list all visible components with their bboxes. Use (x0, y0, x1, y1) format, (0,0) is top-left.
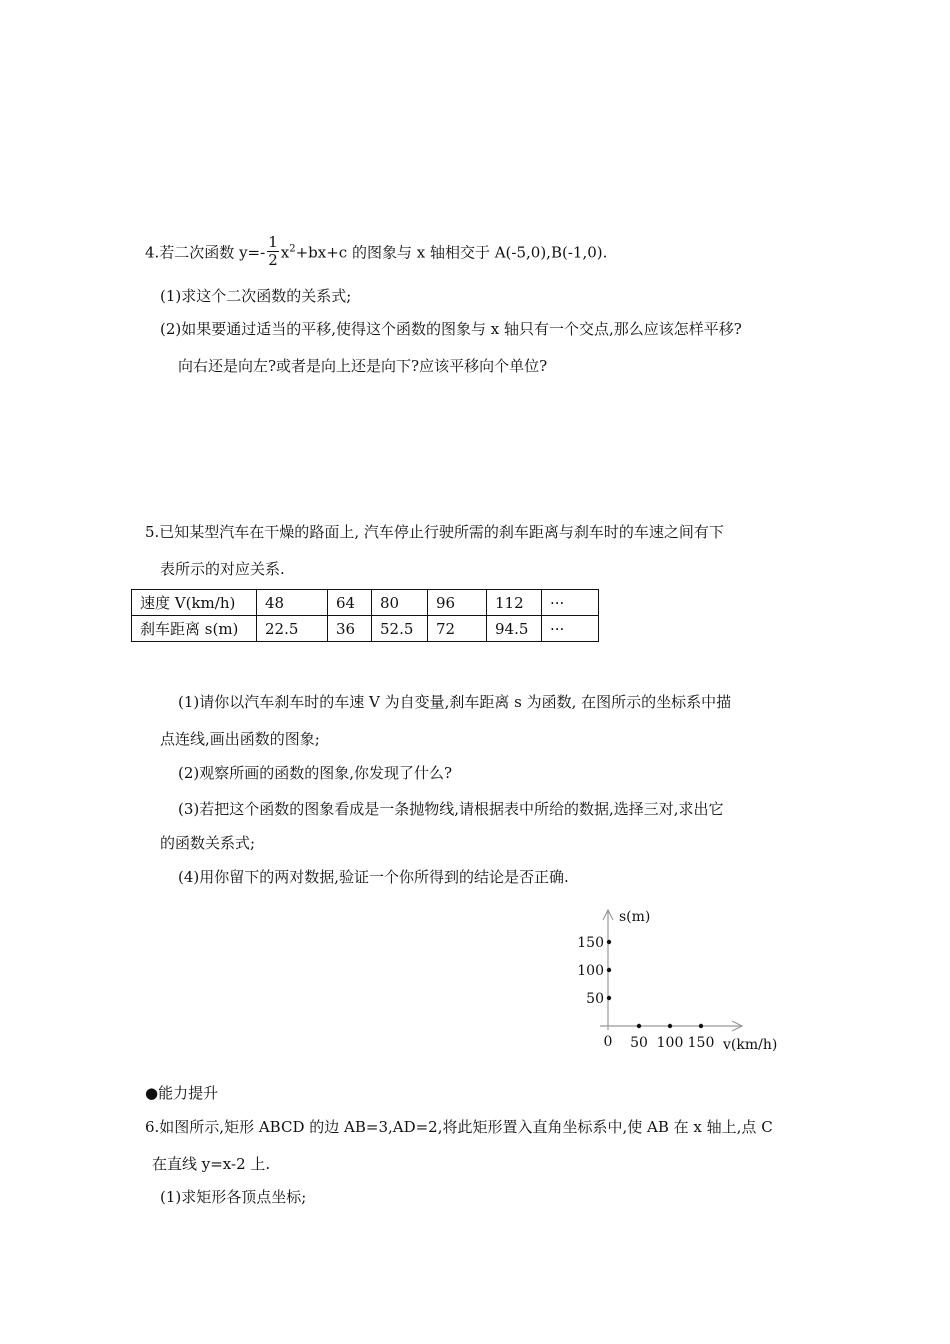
q5-part3-line1: (3)若把这个函数的图象看成是一条抛物线,请根据表中所给的数据,选择三对,求出它 (178, 800, 724, 818)
table-cell: 64 (328, 590, 372, 616)
x-axis-label: v(km/h) (723, 1037, 778, 1053)
table-cell: 速度 V(km/h) (132, 590, 257, 616)
table-cell: 36 (328, 616, 372, 642)
x-tick-dot (699, 1024, 703, 1028)
table-cell: 112 (487, 590, 542, 616)
q4-stem-post: +bx+c 的图象与 x 轴相交于 A(-5,0),B(-1,0). (295, 243, 608, 262)
bullet-icon: ● (145, 1084, 159, 1102)
table-cell: 48 (257, 590, 328, 616)
q4-part1: (1)求这个二次函数的关系式; (160, 287, 352, 305)
q5-stem-line2: 表所示的对应关系. (160, 560, 285, 578)
y-tick-dot (607, 968, 611, 972)
y-tick-dot (607, 940, 611, 944)
y-tick-label: 50 (586, 991, 604, 1007)
q5-stem-line1: 5.已知某型汽车在干燥的路面上, 汽车停止行驶所需的刹车距离与刹车时的车速之间有下 (145, 523, 724, 541)
x-tick-dot (637, 1024, 641, 1028)
x-tick-label: 50 (630, 1035, 648, 1051)
y-tick-dot (607, 996, 611, 1000)
table-cell: 刹车距离 s(m) (132, 616, 257, 642)
q5-part3-line2: 的函数关系式; (160, 834, 256, 852)
table-cell: ··· (542, 590, 599, 616)
section-title: 能力提升 (158, 1084, 219, 1102)
q4-stem-pre: 4.若二次函数 y=- (145, 243, 266, 262)
q6-stem-line1: 6.如图所示,矩形 ABCD 的边 AB=3,AD=2,将此矩形置入直角坐标系中,使 AB 在 x 轴上,点 C (145, 1118, 773, 1136)
y-tick-label: 100 (577, 963, 604, 979)
table-cell: ··· (542, 616, 599, 642)
q4-fraction-numerator: 1 (268, 233, 278, 251)
q5-part2: (2)观察所画的函数的图象,你发现了什么? (178, 764, 453, 782)
origin-label: 0 (603, 1034, 613, 1050)
q6-part1: (1)求矩形各顶点坐标; (160, 1188, 307, 1206)
table-cell: 72 (428, 616, 487, 642)
q4-part2-line1: (2)如果要通过适当的平移,使得这个函数的图象与 x 轴只有一个交点,那么应该怎样平移? (160, 320, 742, 338)
y-tick-label: 150 (577, 935, 604, 951)
x-tick-label: 150 (687, 1035, 715, 1051)
q4-stem-x: x (280, 243, 290, 262)
table-cell: 94.5 (487, 616, 542, 642)
x-tick-dot (668, 1024, 672, 1028)
q4-fraction-denominator: 2 (268, 251, 278, 269)
q5-part1-line1: (1)请你以汽车刹车时的车速 V 为自变量,刹车距离 s 为函数, 在图所示的坐标系中描 (178, 693, 732, 711)
q4-part2-line2: 向右还是向左?或者是向上还是向下?应该平移向个单位? (178, 357, 548, 375)
table-cell: 80 (372, 590, 428, 616)
q4-stem-exponent: 2 (289, 243, 296, 255)
q6-stem-line2: 在直线 y=x-2 上. (152, 1155, 271, 1173)
q5-part4: (4)用你留下的两对数据,验证一个你所得到的结论是否正确. (178, 868, 569, 886)
table-cell: 96 (428, 590, 487, 616)
q5-part1-line2: 点连线,画出函数的图象; (160, 730, 320, 748)
table-cell: 22.5 (257, 616, 328, 642)
y-axis-label: s(m) (619, 909, 651, 925)
section-heading (145, 1083, 218, 1103)
table-cell: 52.5 (372, 616, 428, 642)
x-tick-label: 100 (656, 1035, 684, 1051)
